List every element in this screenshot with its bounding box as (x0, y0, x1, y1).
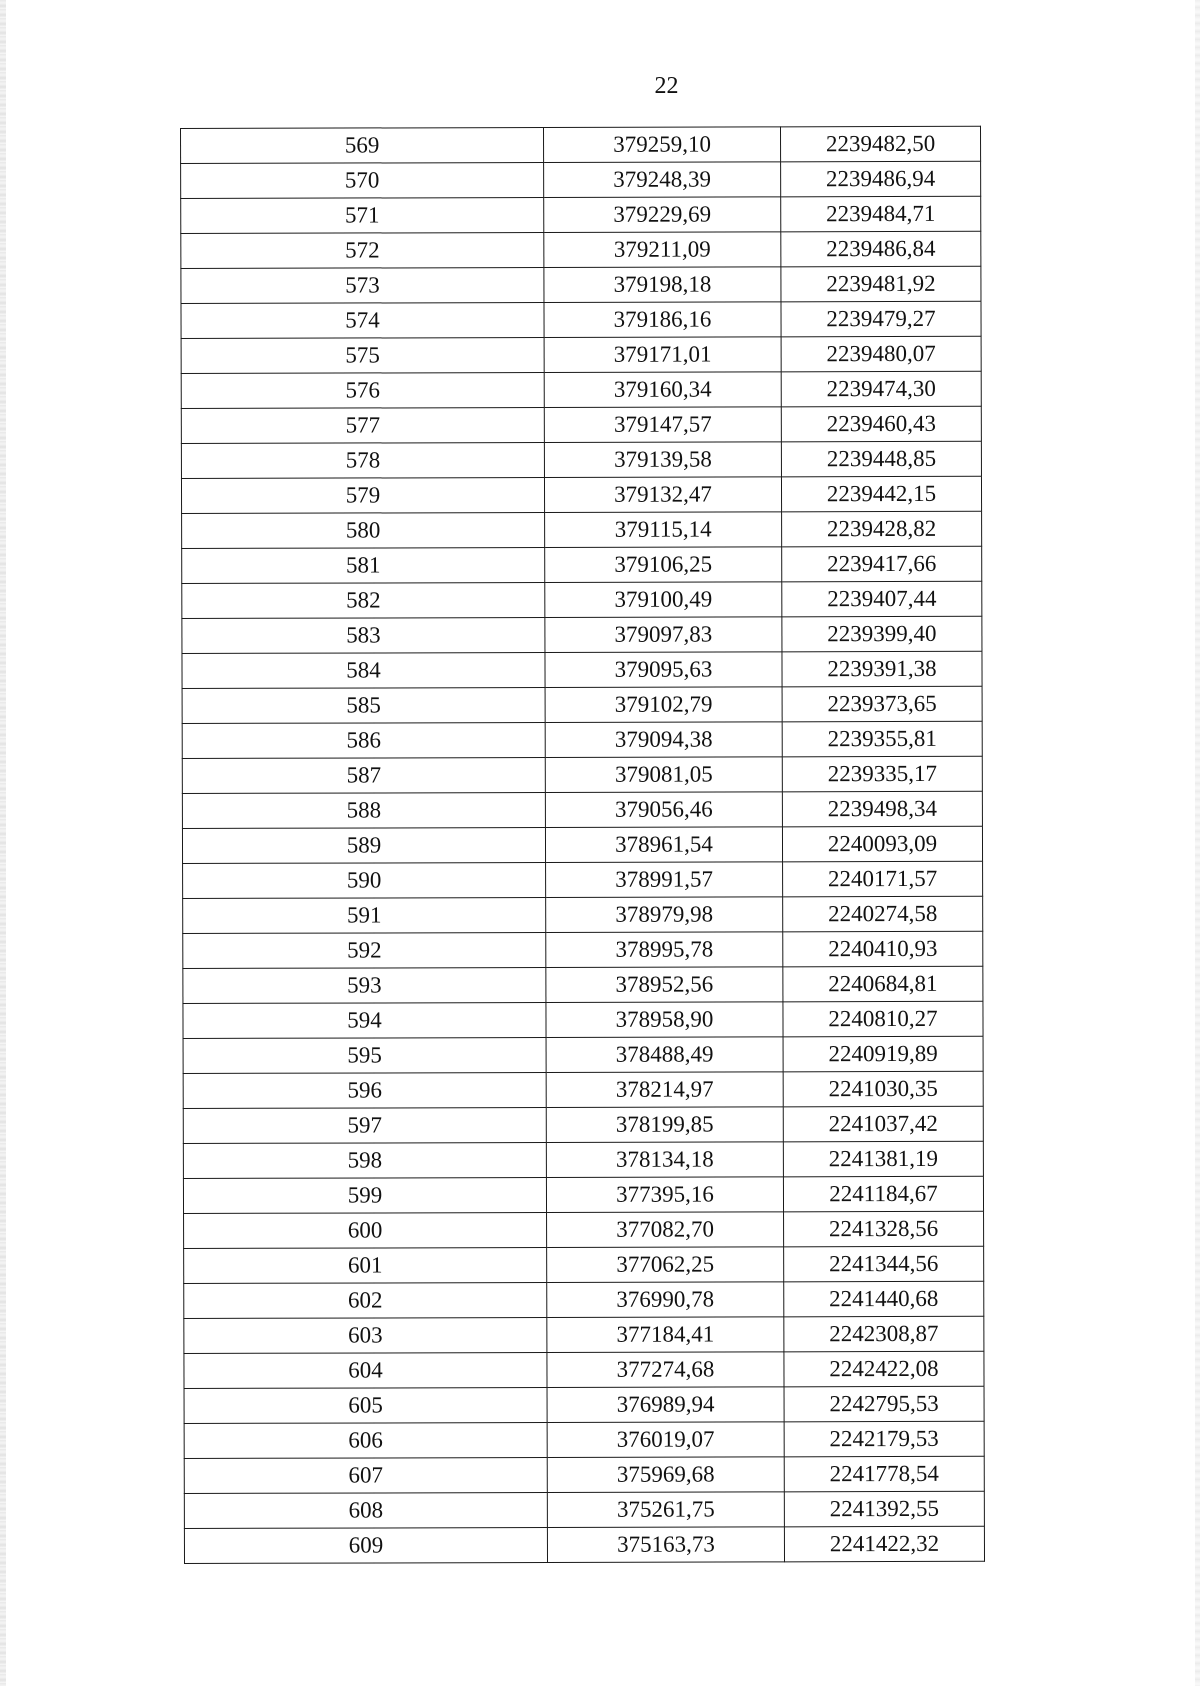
table-row (183, 1176, 983, 1213)
x-coordinate-cell: 379186,16 (544, 302, 781, 338)
point-number-cell: 577 (181, 407, 544, 443)
point-number-cell: 590 (183, 862, 546, 898)
scan-edge-right (1195, 0, 1200, 1686)
table-row (181, 301, 981, 338)
point-number-cell: 591 (183, 897, 546, 933)
point-number-cell: 602 (184, 1282, 547, 1318)
table-row (182, 546, 982, 583)
point-number-cell: 604 (184, 1352, 547, 1388)
y-coordinate-cell: 2242308,87 (784, 1316, 984, 1352)
table-row (181, 126, 981, 163)
point-number-cell: 581 (182, 547, 545, 583)
coordinates-table (180, 126, 985, 1564)
x-coordinate-cell: 379097,83 (545, 617, 782, 653)
y-coordinate-cell: 2239498,34 (782, 791, 982, 827)
table-row (181, 266, 981, 303)
table-row (181, 406, 981, 443)
table-row (181, 161, 981, 198)
table-row (183, 1141, 983, 1178)
x-coordinate-cell: 378214,97 (546, 1072, 783, 1108)
table-row (184, 1246, 984, 1283)
x-coordinate-cell: 379106,25 (545, 547, 782, 583)
point-number-cell: 588 (182, 792, 545, 828)
y-coordinate-cell: 2242795,53 (784, 1386, 984, 1422)
point-number-cell: 587 (182, 757, 545, 793)
x-coordinate-cell: 377274,68 (547, 1352, 784, 1388)
x-coordinate-cell: 379211,09 (544, 232, 781, 268)
table-row (181, 476, 981, 513)
table-row (184, 1456, 984, 1493)
y-coordinate-cell: 2241440,68 (784, 1281, 984, 1317)
x-coordinate-cell: 379094,38 (545, 722, 782, 758)
x-coordinate-cell: 378952,56 (546, 967, 783, 1003)
point-number-cell: 609 (184, 1527, 547, 1563)
x-coordinate-cell: 378961,54 (545, 827, 782, 863)
table-row (183, 1001, 983, 1038)
coordinates-table-body (181, 126, 985, 1563)
table-row (181, 196, 981, 233)
x-coordinate-cell: 379248,39 (544, 162, 781, 198)
x-coordinate-cell: 379147,57 (544, 407, 781, 443)
y-coordinate-cell: 2239484,71 (781, 196, 981, 232)
y-coordinate-cell: 2239448,85 (781, 441, 981, 477)
point-number-cell: 595 (183, 1037, 546, 1073)
y-coordinate-cell: 2241422,32 (784, 1526, 984, 1562)
table-row (184, 1211, 984, 1248)
x-coordinate-cell: 379132,47 (544, 477, 781, 513)
y-coordinate-cell: 2239460,43 (781, 406, 981, 442)
table-row (181, 336, 981, 373)
y-coordinate-cell: 2239373,65 (782, 686, 982, 722)
x-coordinate-cell: 379095,63 (545, 652, 782, 688)
y-coordinate-cell: 2239391,38 (782, 651, 982, 687)
table-row (184, 1421, 984, 1458)
point-number-cell: 585 (182, 687, 545, 723)
y-coordinate-cell: 2240093,09 (782, 826, 982, 862)
y-coordinate-cell: 2239399,40 (782, 616, 982, 652)
point-number-cell: 603 (184, 1317, 547, 1353)
x-coordinate-cell: 375261,75 (547, 1492, 784, 1528)
x-coordinate-cell: 379171,01 (544, 337, 781, 373)
x-coordinate-cell: 379102,79 (545, 687, 782, 723)
y-coordinate-cell: 2239428,82 (782, 511, 982, 547)
point-number-cell: 583 (182, 617, 545, 653)
point-number-cell: 600 (184, 1212, 547, 1248)
x-coordinate-cell: 376989,94 (547, 1387, 784, 1423)
table-row (182, 511, 982, 548)
x-coordinate-cell: 379100,49 (545, 582, 782, 618)
table-row (184, 1386, 984, 1423)
point-number-cell: 592 (183, 932, 546, 968)
point-number-cell: 601 (184, 1247, 547, 1283)
y-coordinate-cell: 2241392,55 (784, 1491, 984, 1527)
point-number-cell: 599 (183, 1177, 546, 1213)
x-coordinate-cell: 379198,18 (544, 267, 781, 303)
point-number-cell: 584 (182, 652, 545, 688)
x-coordinate-cell: 378488,49 (546, 1037, 783, 1073)
x-coordinate-cell: 377062,25 (547, 1247, 784, 1283)
table-row (183, 1071, 983, 1108)
point-number-cell: 579 (181, 477, 544, 513)
table-row (182, 791, 982, 828)
y-coordinate-cell: 2239417,66 (782, 546, 982, 582)
y-coordinate-cell: 2241030,35 (783, 1071, 983, 1107)
y-coordinate-cell: 2239442,15 (781, 476, 981, 512)
x-coordinate-cell: 377082,70 (547, 1212, 784, 1248)
table-row (183, 861, 983, 898)
table-row (184, 1351, 984, 1388)
y-coordinate-cell: 2241381,19 (783, 1141, 983, 1177)
y-coordinate-cell: 2241184,67 (783, 1176, 983, 1212)
x-coordinate-cell: 379229,69 (544, 197, 781, 233)
table-row (182, 756, 982, 793)
scan-edge-left (0, 0, 6, 1686)
point-number-cell: 594 (183, 1002, 546, 1038)
y-coordinate-cell: 2242422,08 (784, 1351, 984, 1387)
y-coordinate-cell: 2240410,93 (783, 931, 983, 967)
x-coordinate-cell: 378958,90 (546, 1002, 783, 1038)
point-number-cell: 596 (183, 1072, 546, 1108)
table-row (183, 1106, 983, 1143)
point-number-cell: 573 (181, 267, 544, 303)
table-row (182, 686, 982, 723)
point-number-cell: 569 (181, 127, 544, 163)
table-row (182, 721, 982, 758)
table-row (183, 931, 983, 968)
point-number-cell: 586 (182, 722, 545, 758)
x-coordinate-cell: 379160,34 (544, 372, 781, 408)
point-number-cell: 582 (182, 582, 545, 618)
y-coordinate-cell: 2239407,44 (782, 581, 982, 617)
table-row (184, 1316, 984, 1353)
point-number-cell: 608 (184, 1492, 547, 1528)
point-number-cell: 572 (181, 232, 544, 268)
table-row (183, 896, 983, 933)
table-row (182, 581, 982, 618)
y-coordinate-cell: 2239355,81 (782, 721, 982, 757)
y-coordinate-cell: 2241037,42 (783, 1106, 983, 1142)
table-row (181, 371, 981, 408)
table-row (184, 1491, 984, 1528)
point-number-cell: 574 (181, 302, 544, 338)
x-coordinate-cell: 379115,14 (545, 512, 782, 548)
y-coordinate-cell: 2240684,81 (783, 966, 983, 1002)
page-number: 22 (654, 73, 679, 99)
point-number-cell: 576 (181, 372, 544, 408)
y-coordinate-cell: 2239335,17 (782, 756, 982, 792)
x-coordinate-cell: 375163,73 (547, 1527, 784, 1563)
x-coordinate-cell: 378991,57 (546, 862, 783, 898)
x-coordinate-cell: 378199,85 (546, 1107, 783, 1143)
y-coordinate-cell: 2241778,54 (784, 1456, 984, 1492)
x-coordinate-cell: 379139,58 (544, 442, 781, 478)
point-number-cell: 607 (184, 1457, 547, 1493)
x-coordinate-cell: 378979,98 (546, 897, 783, 933)
table-row (182, 651, 982, 688)
table-row (182, 616, 982, 653)
y-coordinate-cell: 2242179,53 (784, 1421, 984, 1457)
y-coordinate-cell: 2239480,07 (781, 336, 981, 372)
x-coordinate-cell: 377184,41 (547, 1317, 784, 1353)
y-coordinate-cell: 2239486,84 (781, 231, 981, 267)
x-coordinate-cell: 379081,05 (545, 757, 782, 793)
table-row (183, 966, 983, 1003)
point-number-cell: 597 (183, 1107, 546, 1143)
y-coordinate-cell: 2239486,94 (781, 161, 981, 197)
point-number-cell: 593 (183, 967, 546, 1003)
point-number-cell: 575 (181, 337, 544, 373)
point-number-cell: 571 (181, 197, 544, 233)
point-number-cell: 570 (181, 162, 544, 198)
x-coordinate-cell: 378995,78 (546, 932, 783, 968)
y-coordinate-cell: 2239482,50 (780, 126, 980, 162)
table-row (184, 1281, 984, 1318)
table-row (182, 826, 982, 863)
x-coordinate-cell: 376990,78 (547, 1282, 784, 1318)
y-coordinate-cell: 2240274,58 (783, 896, 983, 932)
table-row (184, 1526, 984, 1563)
x-coordinate-cell: 378134,18 (546, 1142, 783, 1178)
point-number-cell: 598 (183, 1142, 546, 1178)
x-coordinate-cell: 377395,16 (546, 1177, 783, 1213)
y-coordinate-cell: 2240810,27 (783, 1001, 983, 1037)
x-coordinate-cell: 379259,10 (544, 127, 781, 163)
table-row (183, 1036, 983, 1073)
table-row (181, 441, 981, 478)
point-number-cell: 580 (182, 512, 545, 548)
point-number-cell: 605 (184, 1387, 547, 1423)
x-coordinate-cell: 375969,68 (547, 1457, 784, 1493)
point-number-cell: 589 (182, 827, 545, 863)
x-coordinate-cell: 379056,46 (545, 792, 782, 828)
point-number-cell: 578 (181, 442, 544, 478)
point-number-cell: 606 (184, 1422, 547, 1458)
table-row (181, 231, 981, 268)
y-coordinate-cell: 2241328,56 (784, 1211, 984, 1247)
y-coordinate-cell: 2239479,27 (781, 301, 981, 337)
x-coordinate-cell: 376019,07 (547, 1422, 784, 1458)
y-coordinate-cell: 2239481,92 (781, 266, 981, 302)
y-coordinate-cell: 2240919,89 (783, 1036, 983, 1072)
y-coordinate-cell: 2241344,56 (784, 1246, 984, 1282)
y-coordinate-cell: 2240171,57 (783, 861, 983, 897)
y-coordinate-cell: 2239474,30 (781, 371, 981, 407)
